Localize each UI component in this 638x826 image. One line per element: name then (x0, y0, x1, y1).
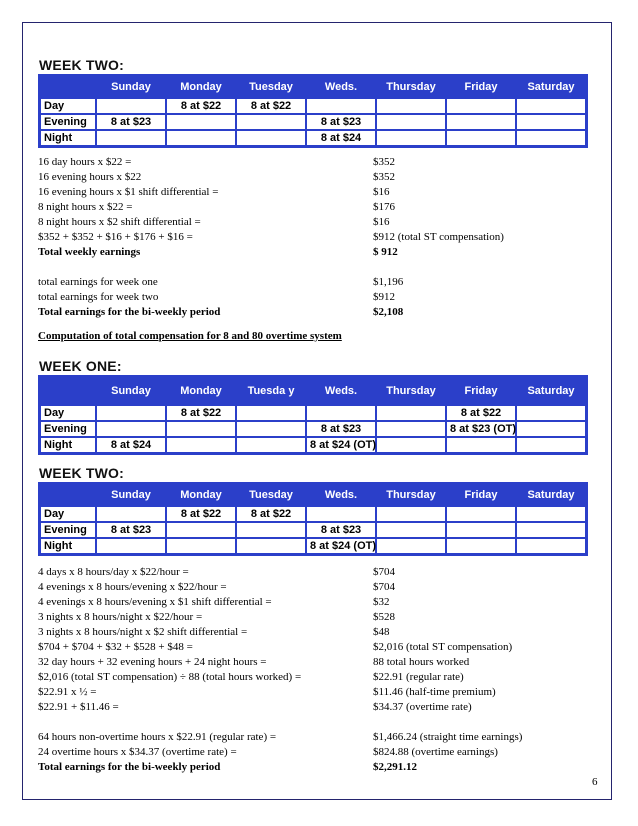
calc-line (38, 625, 598, 640)
shift-cell: 8 at $23 (96, 114, 166, 130)
calc-total-line (38, 760, 598, 775)
day-header: Weds. (324, 488, 358, 501)
shift-cell (376, 437, 446, 453)
calc-value: $824.88 (overtime earnings) (373, 746, 498, 758)
shift-cell (376, 506, 446, 522)
shift-cell (166, 437, 236, 453)
table-row (40, 98, 586, 114)
shift-cell (236, 538, 306, 554)
shift-cell (376, 114, 446, 130)
calc-line (38, 170, 598, 185)
corner-header (40, 484, 96, 506)
calc-line (38, 640, 598, 655)
shift-cell (446, 538, 516, 554)
shift-cell: 8 at $23 (96, 522, 166, 538)
shift-cell (446, 522, 516, 538)
calc-label: Total weekly earnings (38, 246, 141, 258)
week-one-schedule (38, 358, 588, 455)
day-header: Friday (464, 80, 498, 93)
shift-cell: 8 at $23 (306, 114, 376, 130)
shift-cell (516, 405, 586, 421)
day-header: Friday (464, 488, 498, 501)
calc-line (38, 655, 598, 670)
calc-value: $32 (373, 596, 390, 608)
calc-label: $22.91 + $11.46 = (38, 701, 119, 713)
row-label: Day (40, 98, 96, 114)
shift-cell (446, 437, 516, 453)
calc-value: $ 912 (373, 246, 398, 258)
shift-cell (96, 130, 166, 146)
calc-label: total earnings for week two (38, 291, 159, 303)
shift-cell: 8 at $24 (OT) (306, 437, 376, 453)
shift-cell: 8 at $24 (96, 437, 166, 453)
shift-cell (236, 437, 306, 453)
calc-label: 16 evening hours x $1 shift differential = (38, 186, 219, 198)
calc-total-line (38, 305, 598, 320)
day-header: Saturday (527, 488, 575, 501)
day-header: Tuesday (249, 80, 293, 93)
calc-label: 4 evenings x 8 hours/evening x $22/hour = (38, 581, 227, 593)
row-label: Evening (40, 421, 96, 437)
shift-cell (306, 98, 376, 114)
row-label: Night (40, 437, 96, 453)
shift-cell (516, 130, 586, 146)
shift-cell: 8 at $22 (166, 506, 236, 522)
shift-cell (236, 522, 306, 538)
shift-cell (166, 421, 236, 437)
calc-label: Total earnings for the bi-weekly period (38, 306, 221, 318)
row-label: Evening (40, 522, 96, 538)
calc-value: $176 (373, 201, 395, 213)
shift-cell (96, 421, 166, 437)
shift-cell: 8 at $24 (306, 130, 376, 146)
schedule-table (38, 375, 588, 455)
row-label: Day (40, 506, 96, 522)
day-header: Monday (180, 488, 222, 501)
table-row (40, 522, 586, 538)
day-header: Weds. (324, 384, 358, 397)
calc-line (38, 275, 598, 290)
calc-line (38, 685, 598, 700)
shift-cell: 8 at $22 (446, 405, 516, 421)
day-header: Thursday (386, 80, 436, 93)
schedule-table (38, 74, 588, 148)
shift-cell (166, 538, 236, 554)
calc-value: $352 (373, 171, 395, 183)
day-header: Tuesday (249, 488, 293, 501)
table-row (40, 538, 586, 554)
calc-line (38, 670, 598, 685)
calc-value: $912 (total ST compensation) (373, 231, 504, 243)
shift-cell (376, 98, 446, 114)
schedule-title: WEEK ONE: (39, 358, 122, 374)
schedule-table (38, 482, 588, 556)
shift-cell: 8 at $23 (306, 421, 376, 437)
calc-value: $2,291.12 (373, 761, 417, 773)
shift-cell: 8 at $22 (166, 98, 236, 114)
shift-cell: 8 at $23 (306, 522, 376, 538)
calc-value: $704 (373, 581, 395, 593)
shift-cell (376, 538, 446, 554)
calc-label: 16 evening hours x $22 (38, 171, 142, 183)
shift-cell: 8 at $22 (236, 506, 306, 522)
calc-line (38, 595, 598, 610)
shift-cell (236, 130, 306, 146)
shift-cell (516, 114, 586, 130)
shift-cell (446, 506, 516, 522)
row-label: Evening (40, 114, 96, 130)
calc-value: $16 (373, 216, 390, 228)
calc-label: 3 nights x 8 hours/night x $22/hour = (38, 611, 203, 623)
row-label: Night (40, 130, 96, 146)
calc-value: $34.37 (overtime rate) (373, 701, 472, 713)
day-header: Saturday (527, 384, 575, 397)
day-header: Tuesda y (247, 384, 295, 397)
shift-cell: 8 at $23 (OT) (446, 421, 516, 437)
calc-line (38, 580, 598, 595)
calc-value: $11.46 (half-time premium) (373, 686, 496, 698)
day-header: Thursday (386, 384, 436, 397)
shift-cell (166, 130, 236, 146)
table-row (40, 506, 586, 522)
shift-cell (446, 114, 516, 130)
shift-cell (376, 405, 446, 421)
day-header: Monday (180, 80, 222, 93)
table-row (40, 130, 586, 146)
calc-label: 16 day hours x $22 = (38, 156, 132, 168)
day-header: Friday (464, 384, 498, 397)
calc-label: total earnings for week one (38, 276, 158, 288)
calc-label: $352 + $352 + $16 + $176 + $16 = (38, 231, 193, 243)
calc-line (38, 230, 598, 245)
calc-label: 64 hours non-overtime hours x $22.91 (regular rate) = (38, 731, 277, 743)
table-row (40, 421, 586, 437)
shift-cell (236, 421, 306, 437)
day-header: Sunday (111, 384, 151, 397)
shift-cell: 8 at $22 (166, 405, 236, 421)
shift-cell (166, 522, 236, 538)
shift-cell (236, 114, 306, 130)
calc-value: $352 (373, 156, 395, 168)
shift-cell (306, 506, 376, 522)
shift-cell (516, 538, 586, 554)
calc-label: 4 evenings x 8 hours/evening x $1 shift differential = (38, 596, 272, 608)
overtime-calculation-block (38, 565, 598, 775)
shift-cell (166, 114, 236, 130)
shift-cell (516, 506, 586, 522)
day-header: Sunday (111, 488, 151, 501)
calc-value: $2,016 (total ST compensation) (373, 641, 513, 653)
week-two-schedule-top (38, 57, 588, 148)
shift-cell (376, 522, 446, 538)
calc-line (38, 155, 598, 170)
calc-line (38, 730, 598, 745)
calc-label: 32 day hours + 32 evening hours + 24 night hours = (38, 656, 267, 668)
calc-label: Total earnings for the bi-weekly period (38, 761, 221, 773)
day-header: Sunday (111, 80, 151, 93)
shift-cell (96, 405, 166, 421)
calc-line (38, 215, 598, 230)
calc-line (38, 290, 598, 305)
calc-line (38, 185, 598, 200)
row-label: Day (40, 405, 96, 421)
calc-line (38, 700, 598, 715)
calc-label: 8 night hours x $22 = (38, 201, 133, 213)
calc-value: $22.91 (regular rate) (373, 671, 464, 683)
table-row (40, 437, 586, 453)
shift-cell (306, 405, 376, 421)
shift-cell (516, 98, 586, 114)
shift-cell (376, 130, 446, 146)
shift-cell (516, 421, 586, 437)
calc-label: 24 overtime hours x $34.37 (overtime rate) = (38, 746, 237, 758)
calc-value: $912 (373, 291, 395, 303)
calc-value: $48 (373, 626, 390, 638)
shift-cell (446, 130, 516, 146)
calc-label: 8 night hours x $2 shift differential = (38, 216, 201, 228)
calc-value: $1,466.24 (straight time earnings) (373, 731, 523, 743)
shift-cell (376, 421, 446, 437)
calc-value: $528 (373, 611, 395, 623)
calc-label: $704 + $704 + $32 + $528 + $48 = (38, 641, 193, 653)
calc-total-line (38, 245, 598, 260)
calc-label: 3 nights x 8 hours/night x $2 shift differential = (38, 626, 248, 638)
weekly-calculation-block (38, 155, 598, 320)
shift-cell (516, 522, 586, 538)
day-header: Monday (180, 384, 222, 397)
corner-header (40, 76, 96, 98)
calc-label: $22.91 x ½ = (38, 686, 97, 698)
shift-cell (516, 437, 586, 453)
shift-cell: 8 at $24 (OT) (306, 538, 376, 554)
calc-label: $2,016 (total ST compensation) ÷ 88 (total hours worked) = (38, 671, 302, 683)
week-two-schedule-bottom (38, 465, 588, 556)
day-header: Saturday (527, 80, 575, 93)
calc-value: $1,196 (373, 276, 404, 288)
day-header: Weds. (324, 80, 358, 93)
section-heading: Computation of total compensation for 8 and 80 overtime system (38, 330, 342, 342)
day-header: Thursday (386, 488, 436, 501)
shift-cell: 8 at $22 (236, 98, 306, 114)
shift-cell (96, 98, 166, 114)
calc-value: $704 (373, 566, 395, 578)
schedule-title: WEEK TWO: (39, 57, 125, 73)
calc-line (38, 610, 598, 625)
calc-value: $2,108 (373, 306, 404, 318)
schedule-title: WEEK TWO: (39, 465, 125, 481)
spacer (38, 715, 598, 730)
shift-cell (236, 405, 306, 421)
table-row (40, 405, 586, 421)
calc-value: $16 (373, 186, 390, 198)
calc-label: 4 days x 8 hours/day x $22/hour = (38, 566, 189, 578)
calc-line (38, 745, 598, 760)
calc-line (38, 565, 598, 580)
shift-cell (96, 506, 166, 522)
row-label: Night (40, 538, 96, 554)
corner-header (40, 377, 96, 405)
calc-value: 88 total hours worked (373, 656, 470, 668)
shift-cell (96, 538, 166, 554)
spacer (38, 260, 598, 275)
calc-line (38, 200, 598, 215)
table-row (40, 114, 586, 130)
page-number: 6 (592, 776, 598, 788)
shift-cell (446, 98, 516, 114)
